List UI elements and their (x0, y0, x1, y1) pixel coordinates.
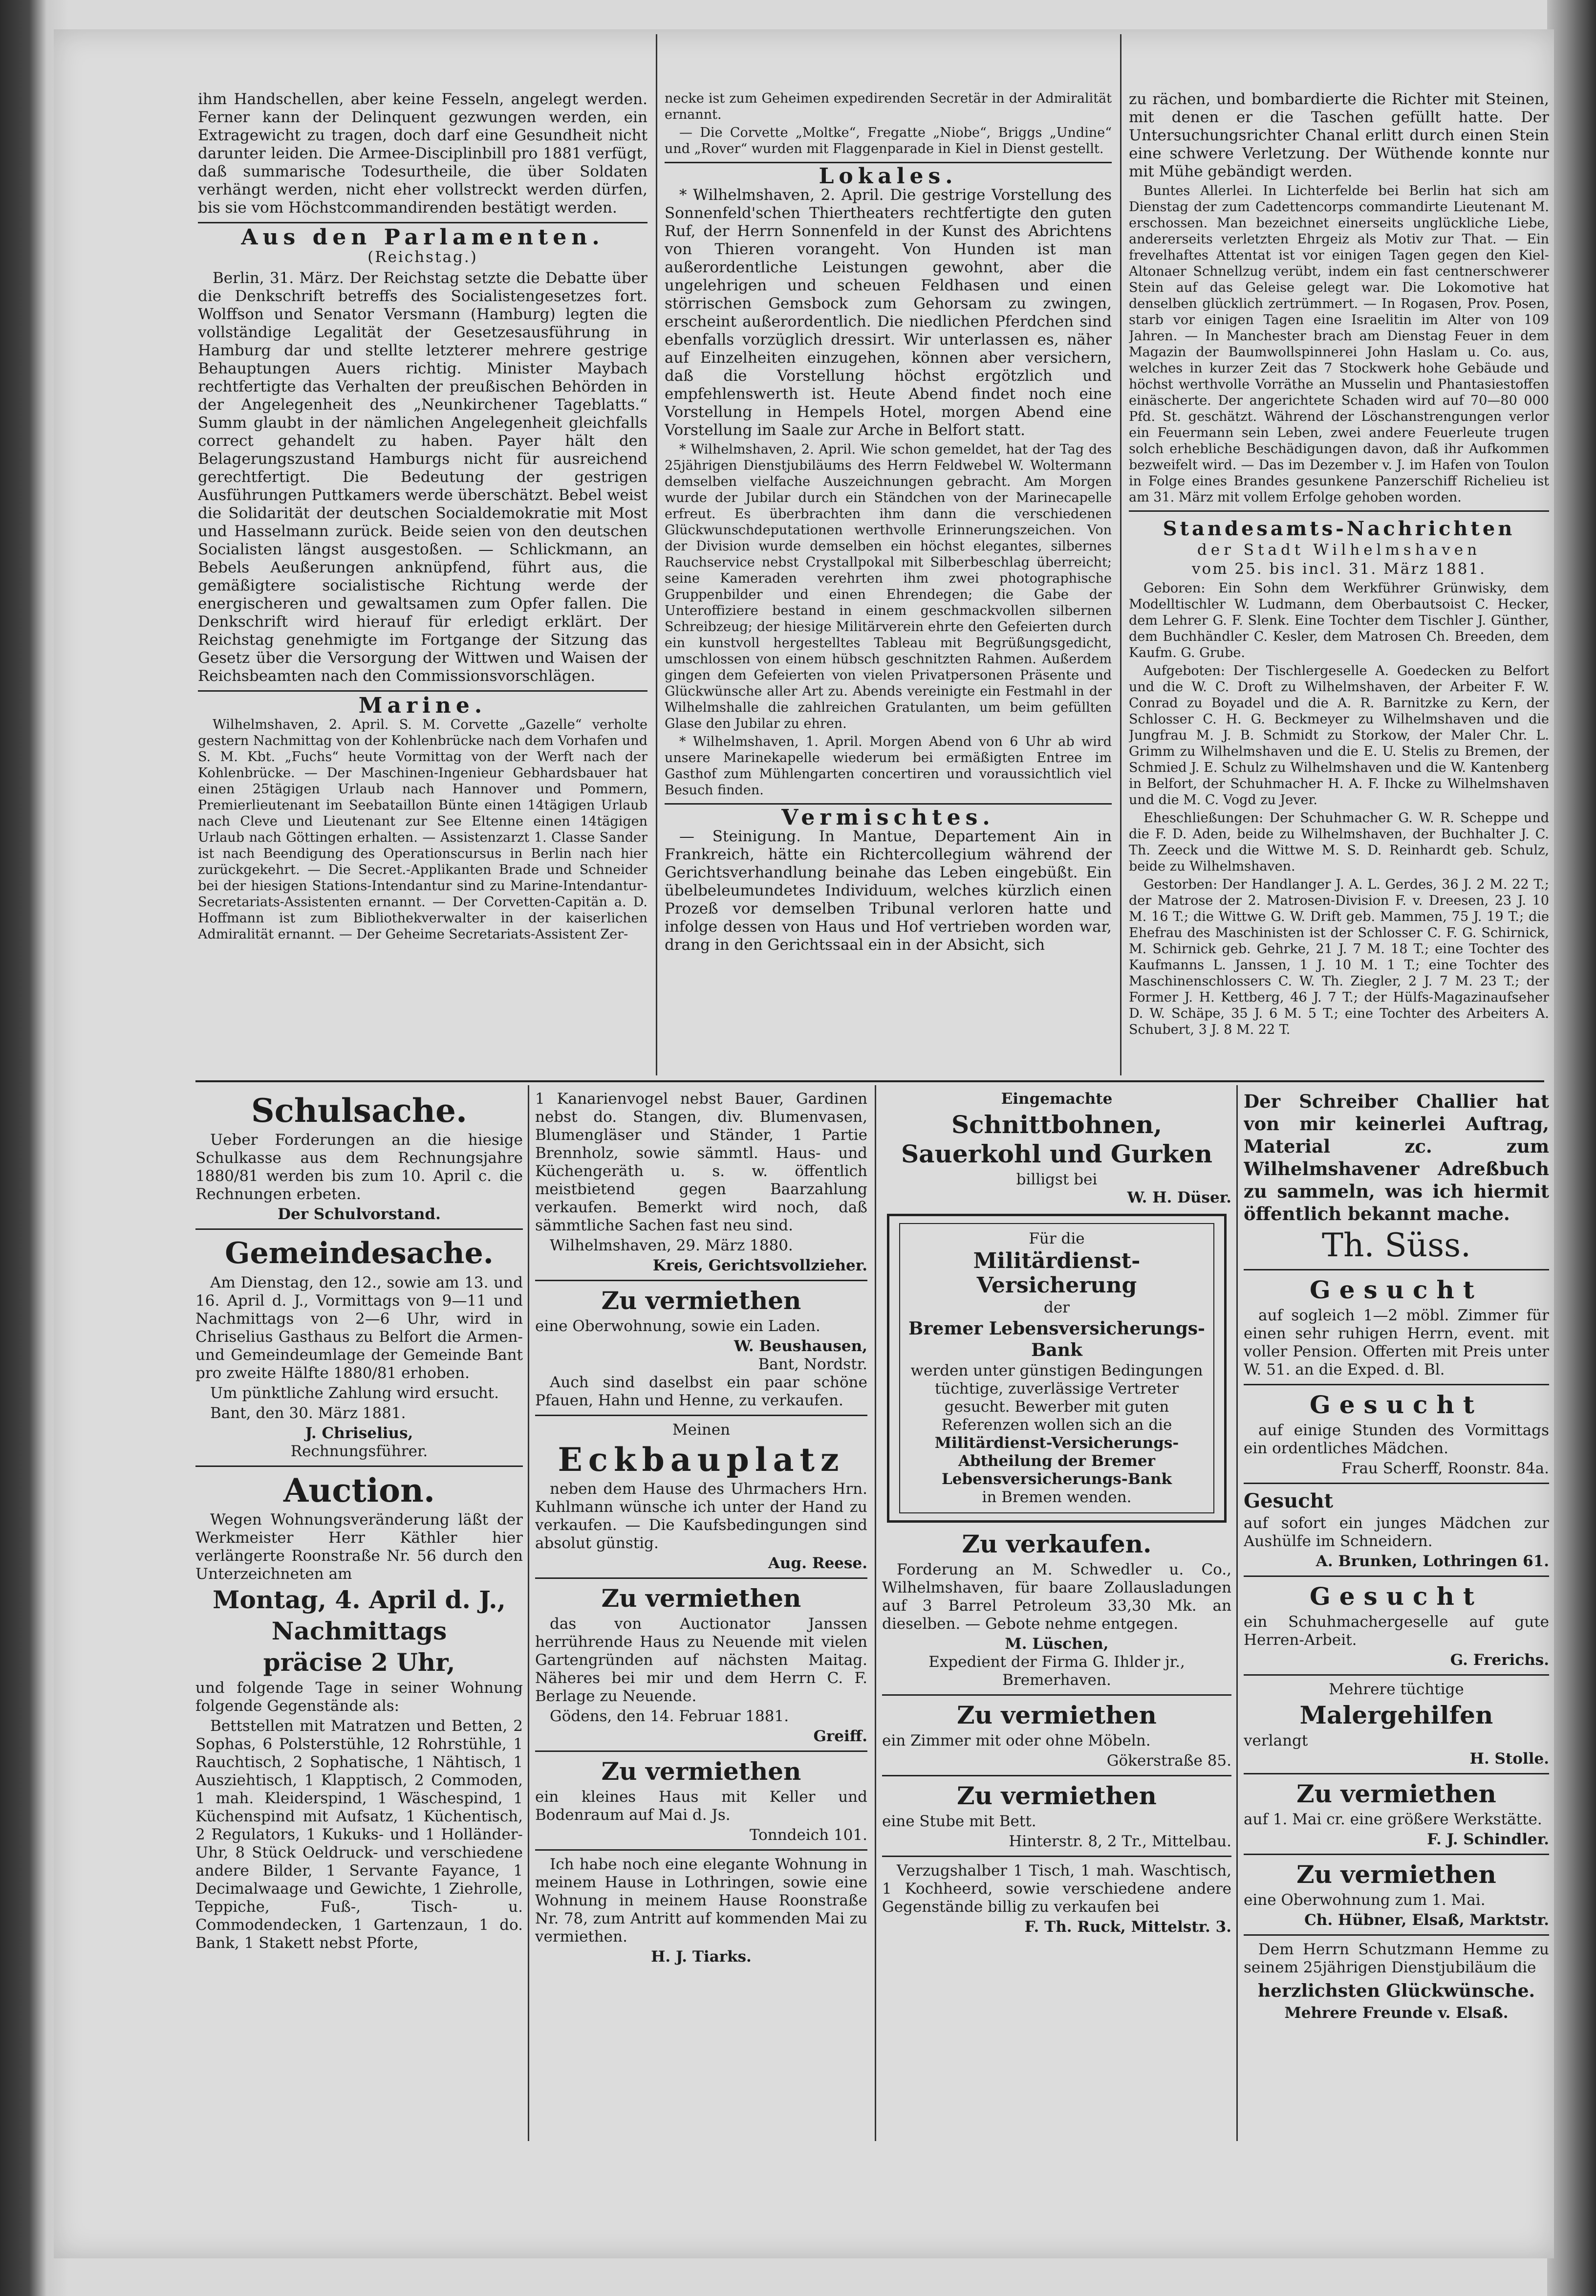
ad-place: in Bremen wenden. (982, 1488, 1132, 1506)
section-subheading: der Stadt Wilhelmshaven (1197, 541, 1481, 559)
ad-text: Um pünktliche Zahlung wird ersucht. (210, 1384, 499, 1402)
column-1 (198, 90, 647, 1078)
ad-text: auf 1. Mai cr. eine größere Werkstätte. (1244, 1811, 1542, 1828)
ad-title: Zu vermiethen (601, 1584, 801, 1613)
ad-date: Gödens, den 14. Februar 1881. (550, 1707, 789, 1725)
ad-title: Schnittbohnen, Sauerkohl und Gurken (901, 1110, 1213, 1168)
ad-sign: Frau Scherff, Roonstr. 84a. (1341, 1460, 1549, 1477)
article-text: Wilhelmshaven, 2. April. S. M. Corvette „Gazelle“ verholte gestern Nachmittag von der Kohlenbrücke nach dem Vorhafen und S. M. Kbt. „Fuchs“ heute Vormittag von der Werft nach der Kohlenbrücke. — Der Maschinen-Ingenieur Gebhardsbauer hat einen 25tägigen Urlaub nach Hannover und Pommern, Premierlieutenant im Seebataillon Bünte einen 14tägigen Urlaub nach Cleve und Lieutenant zur See Eltenne einen 14tägigen Urlaub nach Göttingen erhalten. — Assistenzarzt 1. Classe Sander ist nach Beendigung des Operationscursus in Berlin nach hier zurückgekehrt. — Die Secret.-Applikanten Brade und Schneider bei der hiesigen Stations-Intendantur sind zu Marine-Intendantur-Secretariats-Assistenten ernannt. — Der Corvetten-Capitän a. D. Hoffmann ist zum Bibliothekverwalter in der kaiserlichen Admiralität ernannt. — Der Geheime Secretariats-Assistent Zer- (198, 717, 647, 942)
ad-text: verlangt (1244, 1732, 1308, 1749)
ad-auction (195, 1472, 523, 1952)
ad-text: Auch sind daselbst ein paar schöne Pfauen, Hahn und Henne, zu verkaufen. (535, 1374, 867, 1409)
ad-place: Wilhelmshaven, 29. März 1880. (550, 1237, 793, 1254)
article-text: * Wilhelmshaven, 2. April. Wie schon gemeldet, hat der Tag des 25jährigen Dienstjubiläums des Herrn Feldwebel W. Woltermann demselben vielfache Auszeichnungen gebracht. Am Morgen wurde der Jubilar durch ein Ständchen von der Marinecapelle erfreut. Es überbrachten ihm dann die verschiedenen Glückwunschdeputationen werthvolle Erinnerungszeichen. Von der Division wurde demselben ein höchst elegantes, silbernes Rauchservice nebst Crystallpokal mit Silberbeschlag überreicht; seine Kameraden verehrten ihm zwei photographische Gruppenbilder und einen Ehrendegen; die Gabe der Unteroffiziere bestand in einem geschmackvollen silbernen Schreibzeug; der hiesige Militärverein ehrte den Gefeierten durch ein kunstvoll hergestelltes Tableau mit Begrüßungsgedicht, umschlossen von einem hübsch geschnitzten Rahmen. Außerdem gingen dem Gefeierten von vielen Privatpersonen Präsente und Glückwünsche aller Art zu. Abends vereinigte ein Festmahl in der Wilhelmshalle die zahlreichen Gratulanten, um beim gefüllten Glase den Jubilar zu ehren. (665, 442, 1112, 731)
ad-sign: F. J. Schindler. (1427, 1831, 1549, 1848)
ad-date: Montag, 4. April d. J., (213, 1585, 506, 1614)
ad-title: Zu vermiethen (601, 1757, 801, 1786)
ad-sign: H. J. Tiarks. (651, 1948, 752, 1966)
article-text: Geboren: Ein Sohn dem Werkführer Grünwisky, dem Modelltischler W. Ludmann, dem Oberbautsoist C. Hecker, dem Lehrer G. F. Slenk. Eine Tochter dem Tischler J. Günther, dem Buchhändler C. Kesler, dem Matrosen Ch. Breeden, dem Kaufm. G. Grube. (1129, 581, 1549, 660)
ad-text: Ich habe noch eine elegante Wohnung in meinem Hause in Lothringen, sowie eine Wohnung in meinem Hause Roonstraße Nr. 78, zum Antritt auf kommenden Mai zu vermiethen. (535, 1856, 867, 1946)
ad-sign-role: Rechnungsführer. (290, 1443, 428, 1460)
ad-title: Malergehilfen (1299, 1701, 1493, 1729)
article-text: Eheschließungen: Der Schuhmacher G. W. R. Scheppe und die F. D. Aden, beide zu Wilhelmshaven, der Buchhalter J. C. Th. Zeeck und die Wittwe M. S. D. Reinhardt geb. Schulz, beide zu Wilhelmshaven. (1129, 810, 1549, 874)
ad-title: Zu vermiethen (1296, 1860, 1496, 1889)
ad-text: ein Schuhmachergeselle auf gute Herren-Arbeit. (1244, 1613, 1549, 1649)
ad-address: Bant, Nordstr. (758, 1356, 867, 1373)
ad-text: Am Dienstag, den 12., sowie am 13. und 16. April d. J., Vormittags von 9—11 und Nachmittags von 2—6 Uhr, wird in Chriselius Gasthaus zu Belfort die Armen- und Gemeindeumlage der Gemeinde Bant pro zweite Hälfte 1880/81 erhoben. (195, 1274, 523, 1382)
article-text: * Wilhelmshaven, 2. April. Die gestrige Vorstellung des Sonnenfeld'schen Thiertheaters rechtfertigte den guten Ruf, der Herrn Sonnenfeld in der Kunst des Abrichtens von Thieren vorangeht. Von Hunden ist man außerordentliche Leistungen gewohnt, aber die ungelehrigen und scheuen Feldhasen und einen störrischen Gemsbock zum Gehorsam zu zwingen, erscheint außerordentlich. Die niedlichen Pferdchen sind ebenfalls vorzüglich dressirt. Wir unterlassen es, näher auf Einzelheiten einzugehen, können aber versichern, daß die Vorstellung höchst ergötzlich und empfehlenswerth ist. Heute Abend findet noch eine Vorstellung in Hempels Hotel, morgen Abend eine Vorstellung im Saale zur Arche in Belfort statt. (665, 186, 1112, 439)
ad-title: Zu vermiethen (957, 1701, 1157, 1729)
ad-pretitle: Für die (1029, 1230, 1085, 1247)
ad-sign: Der Schulvorstand. (278, 1205, 441, 1223)
insurance-ad-box (887, 1214, 1227, 1523)
ad-text: der (1043, 1299, 1070, 1316)
ad-text: 1 Kanarienvogel nebst Bauer, Gardinen nebst do. Stangen, div. Blumenvasen, Blumengläser und Ständer, 1 Partie Brennholz, sowie sämmtl. Haus- und Küchengeräth u. s. w. öffentlich meistbietend gegen Baarzahlung verkaufen. Bemerkt wird noch, daß sämmtliche Sachen fast neu sind. (535, 1090, 867, 1234)
ad-text: Dem Herrn Schutzmann Hemme zu seinem 25jährigen Dienstjubiläum die (1244, 1941, 1549, 1976)
ad-text: Wegen Wohnungsveränderung läßt der Werkmeister Herr Käthler hier verlängerte Roonstraße Nr. 56 durch den Unterzeichneten am (195, 1511, 523, 1583)
ad-address: Hinterstr. 8, 2 Tr., Mittelbau. (1009, 1833, 1231, 1850)
ad-text: Forderung an M. Schwedler u. Co., Wilhelmshaven, für baare Zollausladungen auf 3 Barrel Petroleum 33,30 Mk. an dieselben. — Gebote nehme entgegen. (882, 1561, 1231, 1633)
ad-text: ein kleines Haus mit Keller und Bodenraum auf Mai d. Js. (535, 1788, 867, 1824)
article-text: Buntes Allerlei. In Lichterfelde bei Berlin hat sich am Dienstag der zum Cadettencorps commandirte Lieutenant M. erschossen. Man bezeichnet einerseits unglückliche Liebe, andererseits verletzten Ehrgeiz als Motiv zur That. — Ein frevelhaftes Attentat ist vor einigen Tagen gegen den Kiel-Altonaer Schnellzug verübt, indem ein fast centnerschwerer Stein auf das Geleise gelegt war. Die Lokomotive hat denselben glücklich zertrümmert. — In Rogasen, Prov. Posen, starb vor einigen Tagen eine Israelitin im Alter von 109 Jahren. — In Manchester brach am Dienstag Feuer in dem Magazin der Baumwollspinnerei John Haslam u. Co. aus, welches in kurzer Zeit das 7 Stockwerk hohe Gebäude und höchst werthvolle Vorräthe an Musselin und Phantasiestoffen einäscherte. Der angerichtete Schaden wird auf 70—80 000 Pfd. St. geschätzt. Während der Löschanstrengungen verlor ein Feuermann sein Leben, zwei andere Feuerleute trugen solch erhebliche Beschädigungen davon, daß ihr Aufkommen bezweifelt wird. — Das im Dezember v. J. im Hafen von Toulon in Folge eines Brandes gesunkene Panzerschiff Richelieu ist am 31. März mit vollem Erfolge gehoben worden. (1129, 183, 1549, 505)
ad-title: Zu verkaufen. (962, 1530, 1152, 1558)
section-heading: Marine. (358, 693, 487, 718)
ad-gemeindesache (195, 1235, 523, 1461)
ad-title: Gemeindesache. (225, 1236, 494, 1270)
section-heading: Lokales. (819, 164, 958, 189)
page-edge-shadow (1547, 0, 1596, 2296)
article-text: necke ist zum Geheimen expedirenden Secretär in der Admiralität ernannt. (665, 91, 1112, 122)
ad-text: eine Oberwohnung zum 1. Mai. (1244, 1891, 1486, 1909)
ad-column-3 (882, 1090, 1231, 2141)
ad-title: Zu vermiethen (957, 1781, 1157, 1810)
ad-title: Gesucht (1310, 1582, 1483, 1611)
ad-sign: H. Stolle. (1469, 1750, 1549, 1768)
ad-sign: Greiff. (813, 1727, 867, 1745)
article-text: ihm Handschellen, aber keine Fesseln, angelegt werden. Ferner kann der Delinquent gezwungen werden, ein Extragewicht zu tragen, doch darf eine Gesundheit nicht darunter leiden. Die Armee-Disciplinbill pro 1881 verfügt, daß summarische Todesurtheile, die über Soldaten verhängt werden, nicht eher vollstreckt werden dürfen, bis sie vom Höchstcommandirenden bestätigt werden. (198, 90, 647, 217)
ad-sign-role: Expedient der Firma G. Ihlder jr., Bremerhaven. (928, 1653, 1185, 1689)
article-text: Aufgeboten: Der Tischlergeselle A. Goedecken zu Belfort und die W. C. Droft zu Wilhelmshaven, der Arbeiter F. W. Conrad zu Boyadel und die A. R. Barnitzke zu Kern, der Schlosser C. H. G. Beckmeyer zu Wilhelmshaven und die Jungfrau M. J. B. Schmidt zu Storkow, der Maler Chr. L. Grimm zu Wilhelmshaven und die E. U. Stelis zu Bremen, der Schmied J. E. Schulz zu Wilhelmshaven und die W. Kantenberg in Belfort, der Schuhmacher H. A. F. Ihcke zu Wilhelmshaven und die M. C. Vogd zu Jever. (1129, 663, 1549, 808)
ad-column-rule (1236, 1085, 1238, 2141)
section-heading: Standesamts-Nachrichten (1163, 517, 1515, 540)
article-text: — Steinigung. In Mantue, Departement Ain in Frankreich, hätte ein Richtercollegium während der Gerichtsverhandlung beinahe das Leben eingebüßt. Ein übelbeleumundetes Individuum, welches kürzlich einen Prozeß vor demselben Tribunal verloren hatte und infolge dessen von Haus und Hof vertrieben worden war, drang in den Gerichtssaal ein in der Absicht, sich (665, 828, 1112, 954)
ad-column-1 (195, 1090, 523, 2141)
column-rule (1120, 34, 1122, 1075)
ad-text: Der Schreiber Challier hat von mir keinerlei Auftrag, Material zc. zum Wilhelmshavener Adreßbuch zu sammeln, was ich hiermit öffentlich bekannt mache. (1244, 1091, 1549, 1225)
ad-text: und folgende Tage in seiner Wohnung folgende Gegenstände als: (195, 1679, 523, 1715)
ad-column-2 (535, 1090, 867, 2141)
ad-text: neben dem Hause des Uhrmachers Hrn. Kuhlmann wünsche ich unter der Hand zu verkaufen. — Die Kaufsbedingungen sind absolut günstig. (535, 1480, 867, 1552)
ad-sign: A. Brunken, Lothringen 61. (1316, 1553, 1549, 1570)
column-3 (1129, 90, 1549, 1078)
ad-sign: M. Lüschen, (1005, 1635, 1109, 1653)
ad-date: Bant, den 30. März 1881. (210, 1404, 406, 1422)
section-subheading: (Reichstag.) (367, 248, 478, 266)
article-text: Berlin, 31. März. Der Reichstag setzte die Debatte über die Denkschrift betreffs des Socialistengesetzes fort. Wolffson und Senator Versmann (Hamburg) legten die vollständige Legalität der Gesetzesausführung in Hamburg dar und stellte letzterer mehrere gestrige Behauptungen Auers richtig. Minister Maybach rechtfertigte das Verhalten der preußischen Behörden in der Angelegenheit des „Neunkirchener Tageblatts.“ Summ glaubt in der nämlichen Angelegenheit gleichfalls correct gehandelt zu haben. Payer hält den Belagerungszustand Hamburgs nicht für ausreichend gerechtfertigt. Die Bedeutung der gestrigen Ausführungen Puttkamers werde überschätzt. Bebel weist die Solidarität der deutschen Socialdemokratie mit Most und Hasselmann zurück. Beide seien von den deutschen Socialisten längst ausgestoßen. — Schlickmann, an Bebels Aeußerungen anknüpfend, führt aus, die gemäßigtere socialistische Richtung werde der energischeren und gewaltsamen zum Opfer fallen. Die Denkschrift wird hierauf für erledigt erklärt. Der Reichstag genehmigte im Fortgange der Sitzung das Gesetz über die Versorgung der Wittwen und Waisen der Reichsbeamten nach den Commissionsvorschlägen. (198, 269, 647, 685)
ad-abteilung: Militärdienst-Versicherungs-Abtheilung der Bremer Lebensversicherungs-Bank (934, 1434, 1179, 1488)
ad-title: Gesucht (1310, 1275, 1483, 1304)
ad-address: Tonndeich 101. (749, 1826, 867, 1844)
article-text: zu rächen, und bombardierte die Richter mit Steinen, mit denen er die Taschen gefüllt hatte. Der Untersuchungsrichter Chanal erlitt durch einen Stein eine schwere Verletzung. Der Wüthende konnte nur mit Mühe gebändigt werden. (1129, 90, 1549, 180)
ad-bank: Bremer Lebensversicherungs-Bank (908, 1318, 1205, 1360)
ad-title: Gesucht (1310, 1390, 1483, 1419)
section-heading: Aus den Parlamenten. (241, 225, 604, 250)
ad-sign: F. Th. Ruck, Mittelstr. 3. (1024, 1918, 1231, 1936)
ad-pretitle: Eingemachte (1001, 1090, 1113, 1108)
ad-column-rule (528, 1085, 529, 2141)
ad-sign: Th. Süss. (1322, 1226, 1471, 1264)
ad-title: Auction. (283, 1471, 435, 1509)
ad-text: werden unter günstigen Bedingungen tüchtige, zuverlässige Vertreter gesucht. Bewerber mit guten Referenzen wollen sich an die (910, 1362, 1203, 1434)
ad-title: Schulsache. (251, 1092, 467, 1130)
ad-column-4 (1244, 1090, 1549, 2141)
ad-pretitle: Meinen (672, 1421, 731, 1439)
article-text: Gestorben: Der Handlanger J. A. L. Gerdes, 36 J. 2 M. 22 T.; der Matrose der 2. Matrosen-Division F. v. Dreesen, 23 J. 10 M. 16 T.; die Wittwe G. W. Drift geb. Mammen, 75 J. 19 T.; die Ehefrau des Maschinisten ist der Schlosser C. F. G. Schirnick, M. Schirnick geb. Gehrke, 21 J. 7 M. 18 T.; eine Tochter des Kaufmanns L. Janssen, 1 J. 10 M. 1 T.; eine Tochter des Maschinenschlossers C. W. Th. Ziegler, 2 J. 7 M. 23 T.; der Former J. H. Kettberg, 46 J. 7 T.; der Hülfs-Magazinaufseher D. W. Schäpe, 35 J. 6 M. 5 T.; eine Tochter des Arbeiters A. Schubert, 3 J. 8 M. 22 T. (1129, 877, 1549, 1037)
ad-text: auf sogleich 1—2 möbl. Zimmer für einen sehr ruhigen Herrn, event. mit voller Pension. Offerten mit Preis unter W. 51. an die Exped. d. Bl. (1244, 1307, 1549, 1378)
ad-sign: Kreis, Gerichtsvollzieher. (652, 1257, 867, 1274)
ad-text: ein Zimmer mit oder ohne Möbeln. (882, 1732, 1151, 1749)
column-rule (656, 34, 657, 1075)
ad-address: Gökerstraße 85. (1106, 1752, 1231, 1770)
column-2 (665, 90, 1112, 1078)
ad-time: Nachmittags (271, 1617, 447, 1645)
ad-schulsache (195, 1092, 523, 1224)
article-text: * Wilhelmshaven, 1. April. Morgen Abend von 6 Uhr ab wird unsere Marinekapelle wiederum bei ermäßigten Entree im Gasthof zum Mühlengarten concertiren und voraussichtlich viel Besuch finden. (665, 734, 1112, 798)
ad-text: billigst bei (1016, 1171, 1098, 1188)
ad-sign: Mehrere Freunde v. Elsaß. (1284, 2004, 1509, 2022)
ad-sign: G. Frerichs. (1450, 1651, 1549, 1669)
ad-time: präcise 2 Uhr, (263, 1648, 455, 1677)
ad-title: Zu vermiethen (601, 1286, 801, 1315)
ad-title: Militärdienst-Versicherung (973, 1248, 1141, 1298)
ad-text: eine Stube mit Bett. (882, 1813, 1036, 1830)
section-rule (195, 1080, 1544, 1082)
ad-text: Ueber Forderungen an die hiesige Schulkasse aus dem Rechnungsjahre 1880/81 werden bis zum 10. April c. die Rechnungen erbeten. (195, 1131, 523, 1203)
ad-sign: J. Chriselius, (305, 1424, 413, 1442)
ad-sign: Ch. Hübner, Elsaß, Marktstr. (1304, 1911, 1549, 1929)
ad-text: auf einige Stunden des Vormittags ein ordentliches Mädchen. (1244, 1421, 1549, 1457)
ad-text: Verzugshalber 1 Tisch, 1 mah. Waschtisch, 1 Kochheerd, sowie verschiedene andere Gegenstände billig zu verkaufen bei (882, 1862, 1231, 1916)
ad-list: Bettstellen mit Matratzen und Betten, 2 Sophas, 6 Polsterstühle, 12 Rohrstühle, 1 Rauchtisch, 2 Sophatische, 1 Nähtisch, 1 Ausziehtisch, 1 Klapptisch, 2 Commoden, 1 mah. Kleiderspind, 1 Wäschespind, 1 Küchenspind mit Aufsatz, 1 Küchentisch, 2 Regulators, 1 Kukuks- und 1 Holländer-Uhr, 8 Stück Oeldruck- und verschiedene andere Bilder, 1 Servante Fayance, 1 Decimalwaage und Gewichte, 1 Ziehrolle, Teppiche, Fuß-, Tisch- u. Commodendecken, 1 Gartenzaun, 1 do. Bank, 1 Stakett nebst Pforte, (195, 1717, 523, 1952)
ad-pretitle: Mehrere tüchtige (1329, 1681, 1464, 1698)
ad-title: Eckbauplatz (558, 1441, 845, 1479)
ad-sign: W. H. Düser. (1127, 1189, 1231, 1206)
article-text: — Die Corvette „Moltke“, Fregatte „Niobe“, Briggs „Undine“ und „Rover“ wurden mit Flaggenparade in Kiel in Dienst gestellt. (665, 125, 1112, 156)
ad-title: herzlichsten Glückwünsche. (1257, 1981, 1535, 2001)
newspaper-page (54, 29, 1554, 2258)
ad-text: das von Auctionator Janssen herrührende Haus zu Neuende mit vielen Gartengründen auf nächsten Maitag. Näheres bei mir und dem Herrn C. F. Berlage zu Neuende. (535, 1615, 867, 1705)
ad-title: Gesucht (1244, 1489, 1334, 1512)
section-heading: Vermischtes. (781, 805, 995, 830)
ad-column-rule (875, 1085, 876, 2141)
ad-text: eine Oberwohnung, sowie ein Laden. (535, 1317, 820, 1335)
ad-sign: Aug. Reese. (768, 1554, 867, 1572)
ad-title: Zu vermiethen (1296, 1779, 1496, 1808)
ad-text: auf sofort ein junges Mädchen zur Aushülfe im Schneidern. (1244, 1514, 1549, 1550)
section-dates: vom 25. bis incl. 31. März 1881. (1191, 560, 1487, 578)
ad-sign: W. Beushausen, (733, 1337, 867, 1355)
